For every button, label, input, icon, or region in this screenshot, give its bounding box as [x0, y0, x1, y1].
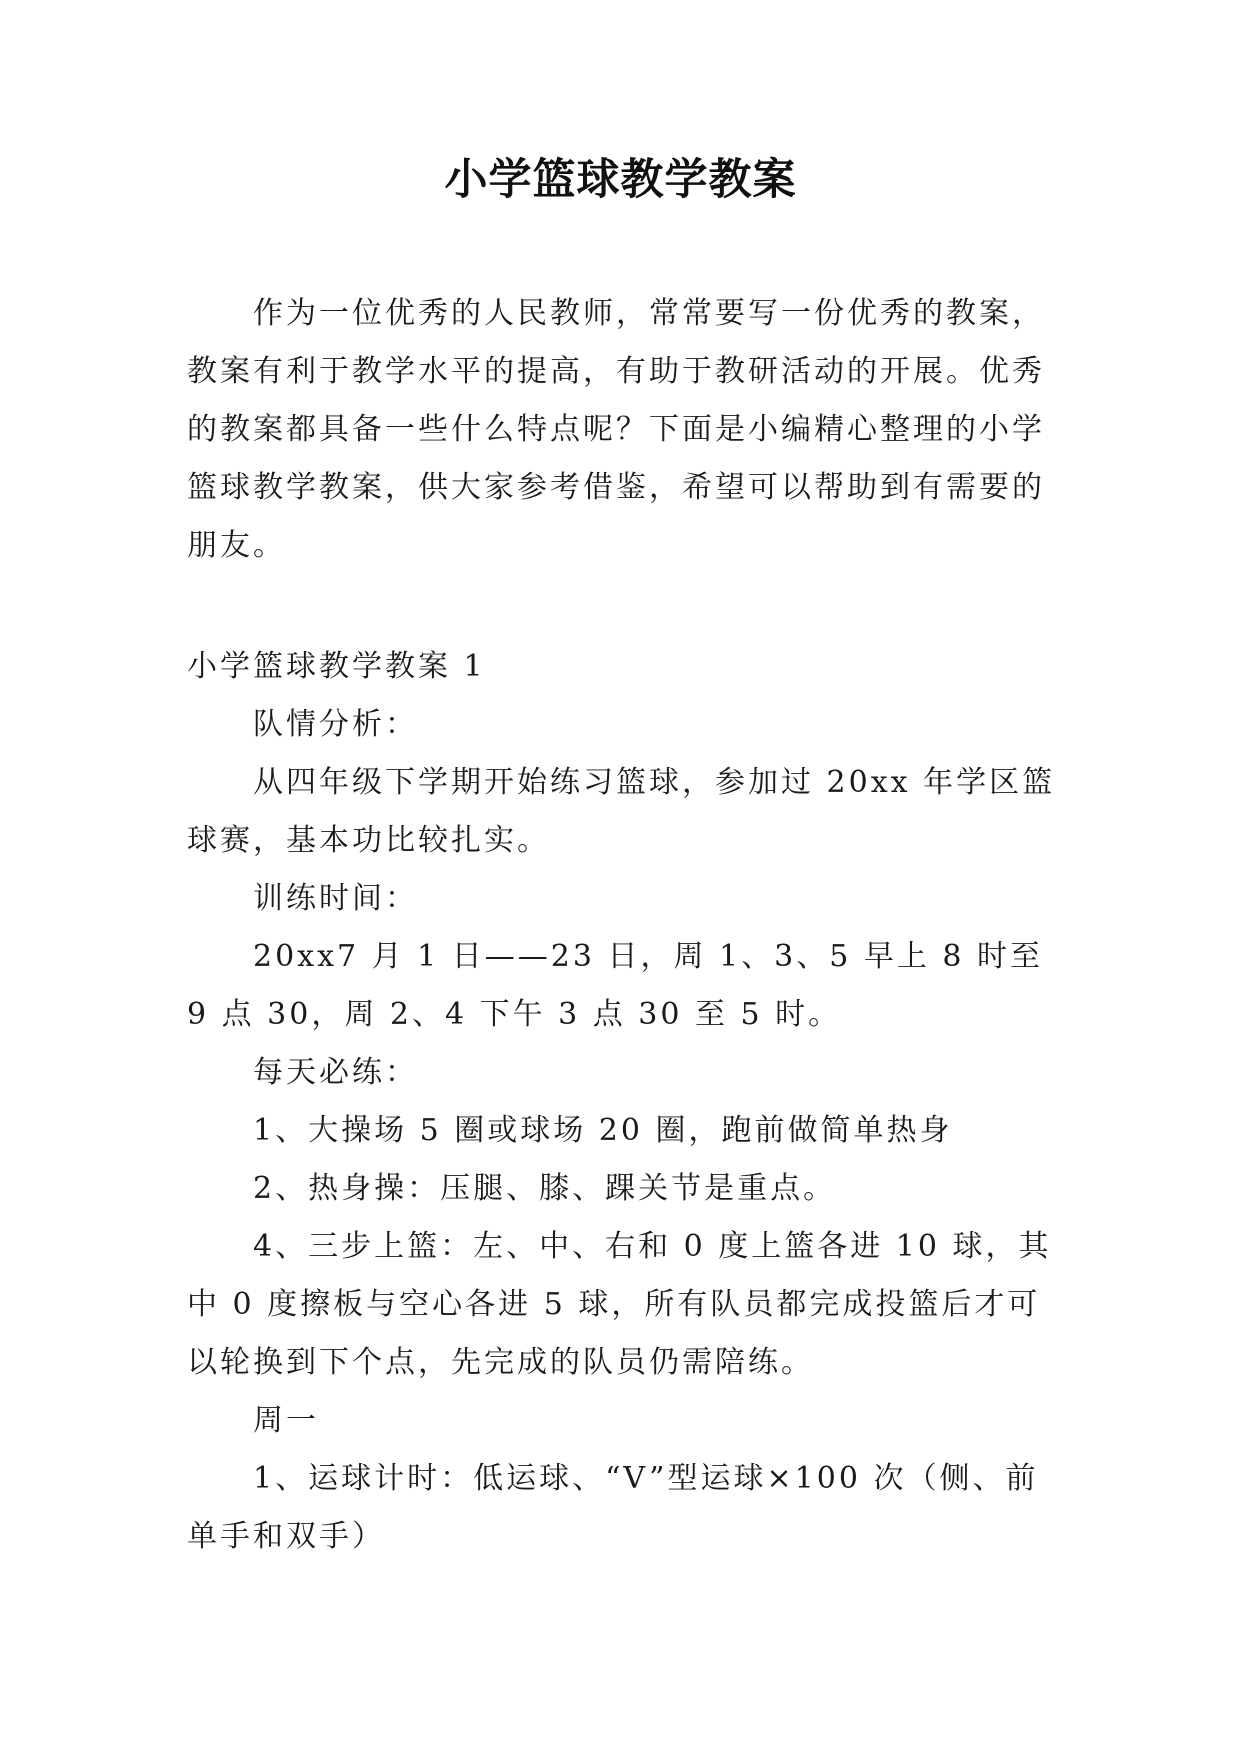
- daily-practice-label: 每天必练：: [253, 1055, 418, 1090]
- lesson-plan-section: [187, 638, 1057, 1566]
- team-analysis-label: 队情分析：: [253, 707, 418, 742]
- daily-item: 4、三步上篮：左、中、右和 0 度上篮各进 10 球，其中 0 度擦板与空心各进 5 球，所有队员都完成投篮后才可以轮换到下个点，先完成的队员仍需陪练。: [187, 1229, 1052, 1380]
- daily-item: 2、热身操：压腿、膝、踝关节是重点。: [253, 1171, 837, 1206]
- training-time-label: 训练时间：: [253, 881, 418, 916]
- daily-item: 1、大操场 5 圈或球场 20 圈，跑前做简单热身: [253, 1113, 953, 1148]
- intro-section: [187, 285, 1057, 575]
- training-time-paragraph: 20xx7 月 1 日——23 日，周 1、3、5 早上 8 时至 9 点 30，周 2、4 下午 3 点 30 至 5 时。: [187, 939, 1043, 1032]
- team-analysis-paragraph: 从四年级下学期开始练习篮球，参加过 20xx 年学区篮球赛，基本功比较扎实。: [187, 765, 1056, 858]
- monday-item: 1、运球计时：低运球、“V”型运球×100 次（侧、前单手和双手）: [187, 1461, 1039, 1554]
- monday-label: 周一: [253, 1403, 319, 1438]
- intro-paragraph: 作为一位优秀的人民教师，常常要写一份优秀的教案，教案有利于教学水平的提高，有助于教研活动的开展。优秀的教案都具备一些什么特点呢？下面是小编精心整理的小学篮球教学教案，供大家参考借鉴，希望可以帮助到有需要的朋友。: [187, 296, 1045, 563]
- document-title: 小学篮球教学教案: [444, 155, 797, 205]
- section-heading: 小学篮球教学教案 1: [187, 649, 486, 684]
